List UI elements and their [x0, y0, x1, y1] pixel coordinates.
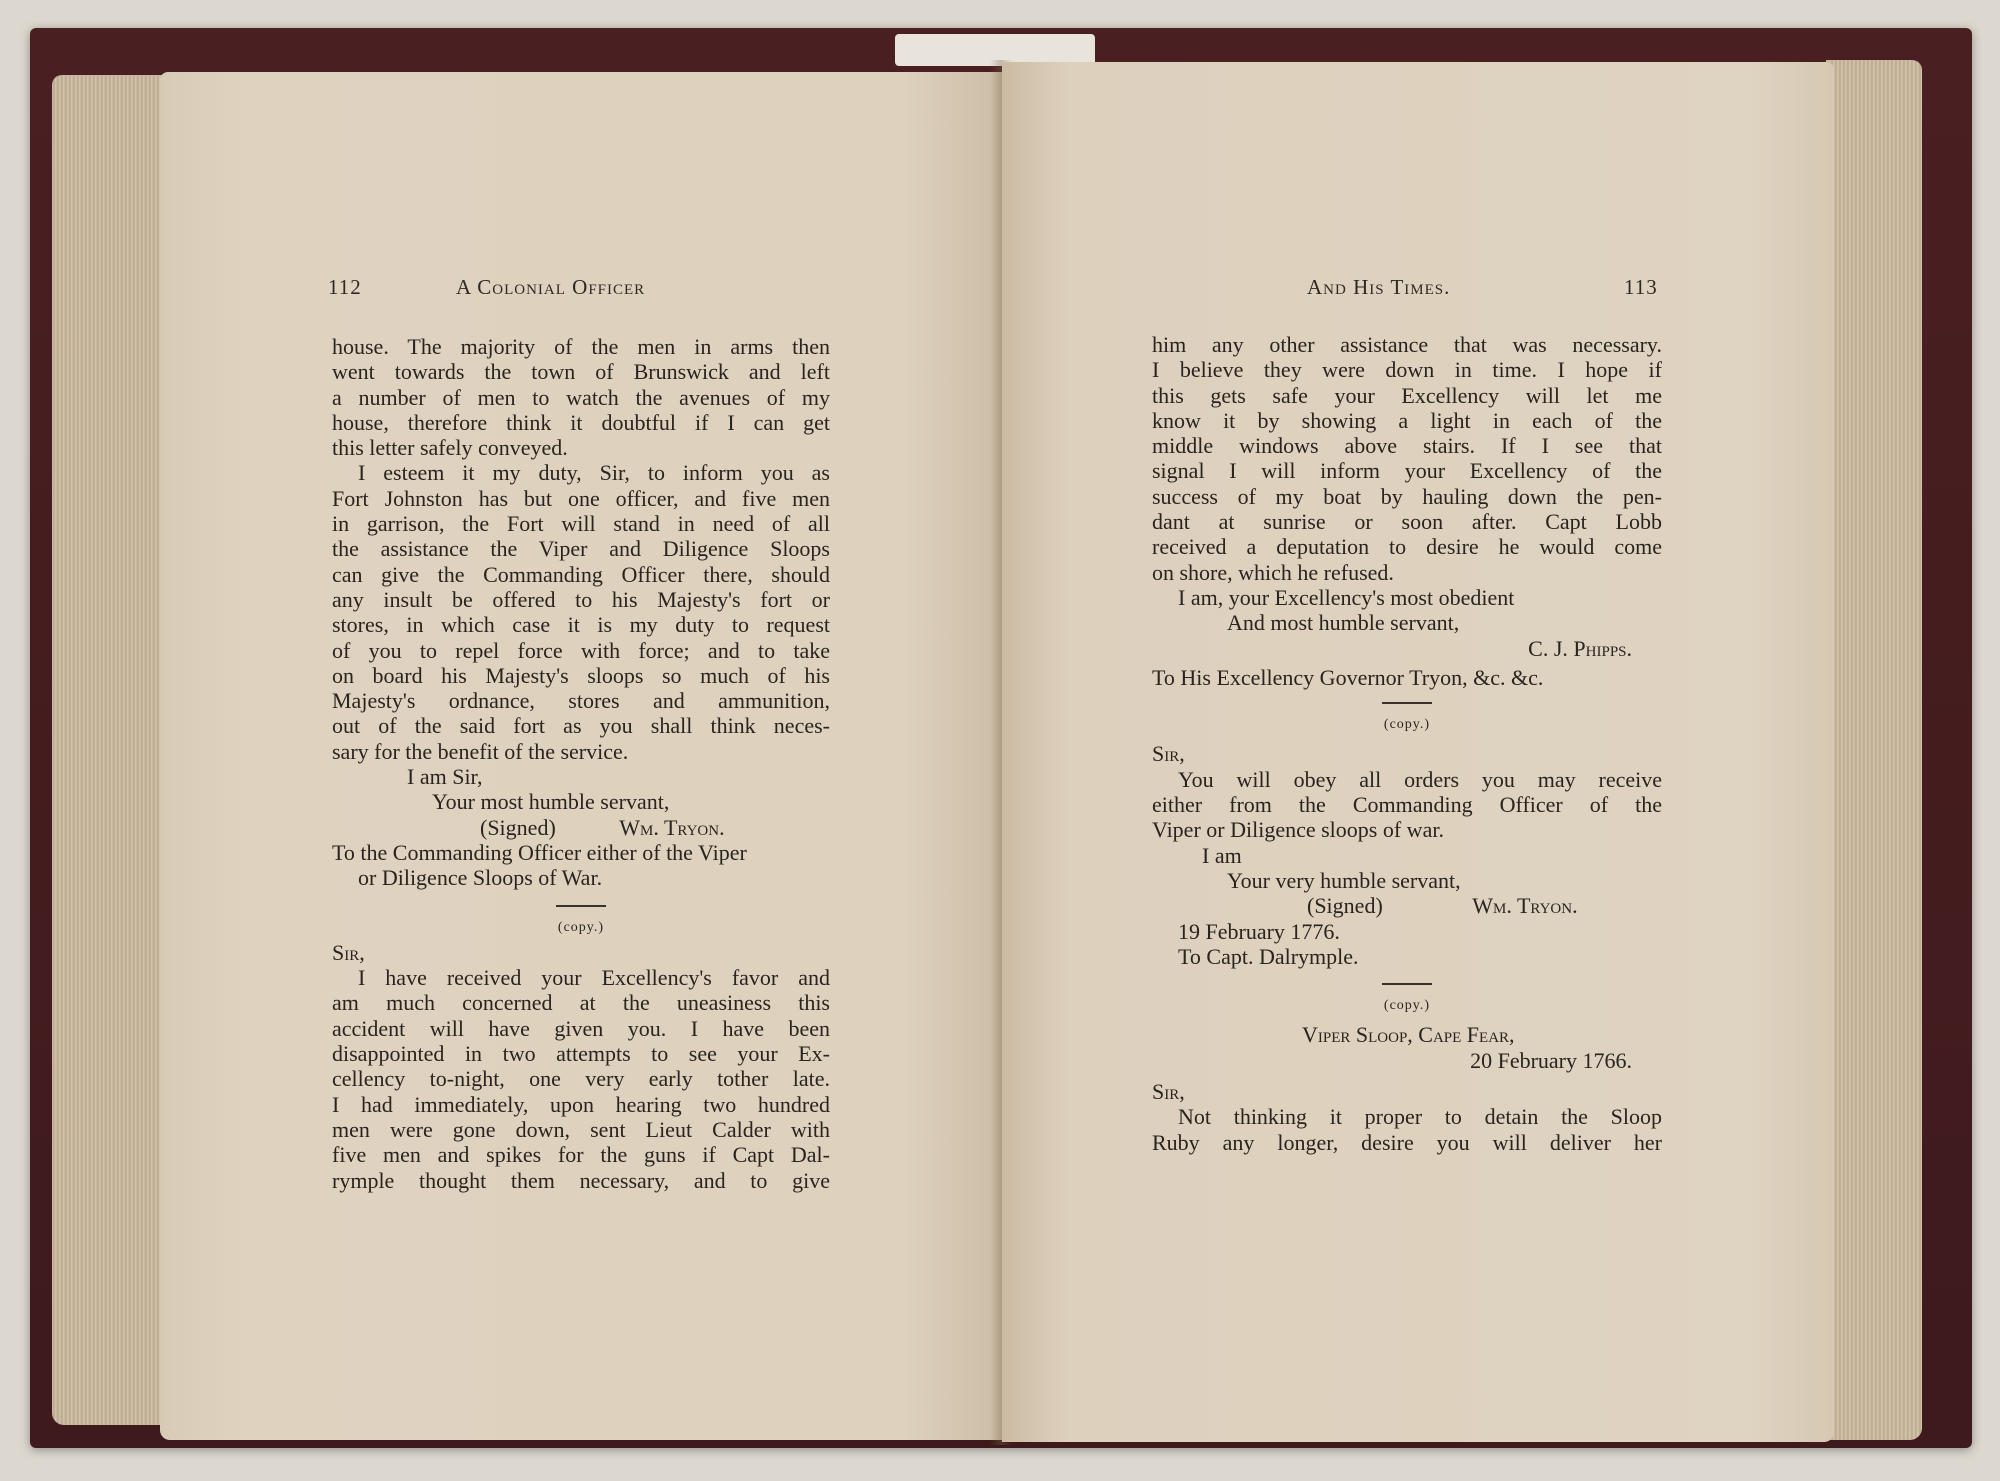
text-line: rymple thought them necessary, and to give: [332, 1167, 830, 1193]
text-line: house, therefore think it doubtful if I can get: [332, 409, 830, 435]
text-line: Ruby any longer, desire you will deliver her: [1152, 1129, 1662, 1155]
text-line: Fort Johnston has but one officer, and five men: [332, 485, 830, 511]
text-line: men were gone down, sent Lieut Calder with: [332, 1116, 830, 1142]
signed-label: (Signed): [480, 814, 556, 840]
page-edges-right: [1826, 60, 1922, 1440]
text-line: can give the Commanding Officer there, should: [332, 561, 830, 587]
text-line: know it by showing a light in each of the: [1152, 407, 1662, 433]
date-line: 19 February 1776.: [1178, 918, 1340, 944]
text-line: I believe they were down in time. I hope if: [1152, 357, 1662, 383]
text-line: on shore, which he refused.: [1152, 559, 1394, 585]
text-line: I had immediately, upon hearing two hundred: [332, 1091, 830, 1117]
text-line: accident will have given you. I have been: [332, 1015, 830, 1041]
text-line: disappointed in two attempts to see your Ex-: [332, 1041, 830, 1067]
signed-label: (Signed): [1307, 893, 1383, 919]
text-line: him any other assistance that was necessary.: [1152, 332, 1662, 357]
text-line: out of the said fort as you shall think neces-: [332, 713, 830, 739]
address-line: To His Excellency Governor Tryon, &c. &c.: [1152, 664, 1544, 690]
text-line: signal I will inform your Excellency of the: [1152, 458, 1662, 484]
text-line: sary for the benefit of the service.: [332, 738, 629, 764]
copy-mark: (copy.): [1383, 717, 1431, 733]
date-line: 20 February 1766.: [1470, 1047, 1632, 1073]
text-line: any insult be offered to his Majesty's fort or: [332, 586, 830, 612]
page-number-left: 112: [328, 275, 362, 299]
text-line: cellency to-night, one very early tother late.: [332, 1066, 830, 1092]
signature-line: [1152, 893, 1662, 918]
text-line: You will obey all orders you may receive: [1178, 766, 1662, 792]
copy-mark: (copy.): [557, 919, 605, 935]
text-line: dant at sunrise or soon after. Capt Lobb: [1152, 509, 1662, 535]
text-line: Not thinking it proper to detain the Sloop: [1178, 1104, 1662, 1130]
address-line: or Diligence Sloops of War.: [358, 865, 603, 891]
place-line: Viper Sloop, Cape Fear,: [1302, 1022, 1515, 1048]
text-line: on board his Majesty's sloops so much of his: [332, 662, 830, 688]
text-line: I esteem it my duty, Sir, to inform you as: [358, 460, 830, 486]
text-line: am much concerned at the uneasiness this: [332, 990, 830, 1016]
signature: C. J. Phipps.: [1528, 635, 1632, 661]
recipient-line: To Capt. Dalrymple.: [1178, 943, 1359, 969]
text-line: Viper or Diligence sloops of war.: [1152, 817, 1444, 843]
page-number-right: 113: [1624, 275, 1658, 299]
text-line: went towards the town of Brunswick and left: [332, 359, 830, 385]
divider: [1382, 983, 1432, 985]
salutation: Sir,: [1152, 1079, 1185, 1105]
running-head-right: And His Times.: [1307, 275, 1451, 299]
closing-line: I am, your Excellency's most obedient: [1178, 584, 1515, 610]
copy-mark: (copy.): [1383, 998, 1431, 1014]
text-line: house. The majority of the men in arms then: [332, 334, 830, 359]
text-line: Majesty's ordnance, stores and ammunition,: [332, 688, 830, 714]
divider: [556, 905, 606, 907]
text-line: middle windows above stairs. If I see that: [1152, 433, 1662, 459]
text-line: in garrison, the Fort will stand in need of all: [332, 511, 830, 537]
text-line: either from the Commanding Officer of the: [1152, 792, 1662, 818]
running-head-left: A Colonial Officer: [456, 275, 646, 299]
right-body: [1152, 332, 1662, 1155]
text-line: this letter safely conveyed.: [332, 435, 568, 461]
text-line: received a deputation to desire he would come: [1152, 534, 1662, 560]
text-line: success of my boat by hauling down the pen-: [1152, 483, 1662, 509]
closing-line: I am: [1202, 842, 1242, 868]
text-line: this gets safe your Excellency will let me: [1152, 382, 1662, 408]
text-line: of you to repel force with force; and to take: [332, 637, 830, 663]
closing-line: Your very humble servant,: [1227, 867, 1461, 893]
text-line: stores, in which case it is my duty to request: [332, 612, 830, 638]
salutation: Sir,: [332, 939, 365, 965]
closing-line: And most humble servant,: [1227, 610, 1460, 636]
salutation: Sir,: [1152, 741, 1185, 767]
address-line: To the Commanding Officer either of the Viper: [332, 839, 747, 865]
closing-line: I am Sir,: [407, 764, 483, 790]
signature-line: [332, 815, 830, 840]
right-page: [1002, 62, 1834, 1442]
text-line: five men and spikes for the guns if Capt Dal-: [332, 1142, 830, 1168]
page-edges-left: [52, 75, 170, 1425]
signature: Wm. Tryon.: [1472, 893, 1578, 919]
left-page: [160, 72, 1005, 1440]
text-line: I have received your Excellency's favor and: [358, 965, 830, 991]
closing-line: Your most humble servant,: [432, 789, 670, 815]
text-line: a number of men to watch the avenues of my: [332, 384, 830, 410]
left-body: [332, 334, 830, 1193]
text-line: the assistance the Viper and Diligence Sloops: [332, 536, 830, 562]
signature: Wm. Tryon.: [619, 814, 725, 840]
divider: [1382, 702, 1432, 704]
